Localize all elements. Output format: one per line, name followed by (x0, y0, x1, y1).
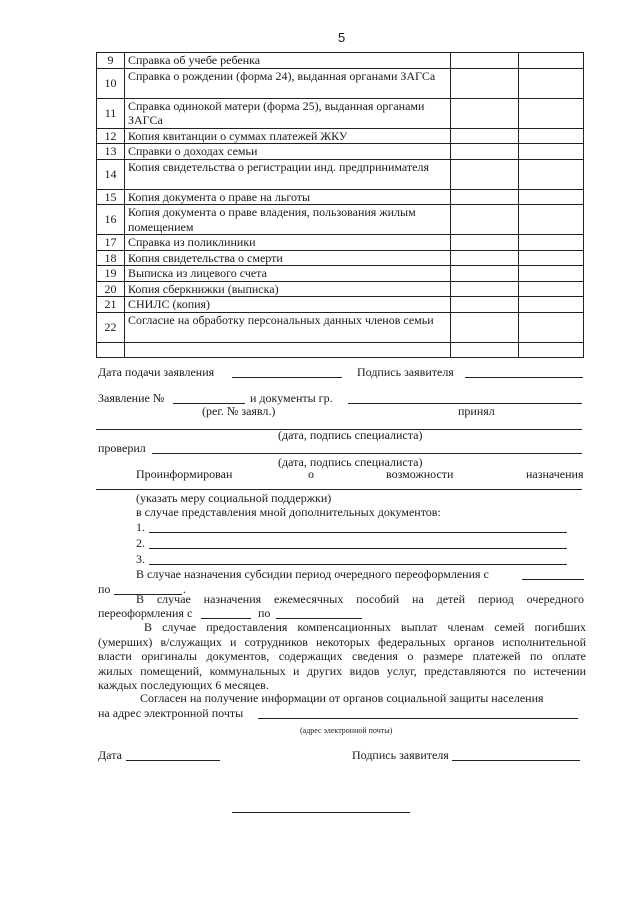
table-row (97, 297, 584, 313)
allowance-line-1: В случае назначения ежемесячных пособий на детей период очередного (136, 592, 584, 606)
check-cell-2[interactable] (519, 235, 584, 251)
check-cell-1[interactable] (451, 159, 519, 189)
document-name: Справка об учебе ребенка (125, 53, 451, 69)
additional-documents-text: в случае представления мной дополнительных документов: (136, 505, 441, 519)
bottom-date-label: Дата (98, 748, 122, 762)
check-cell-2[interactable] (519, 98, 584, 128)
compensation-paragraph (98, 620, 586, 693)
applicant-signature-label: Подпись заявителя (357, 365, 454, 379)
compensation-line-2: (умерших) в/служащих и сотрудников некоторых федеральных органов исполнительной (98, 634, 586, 649)
row-number: 12 (97, 128, 125, 144)
allowance-end-field[interactable] (276, 618, 362, 619)
check-cell-1[interactable] (451, 266, 519, 282)
additional-doc-field-3[interactable] (149, 564, 567, 565)
bottom-signature-field[interactable] (452, 760, 580, 761)
document-name: Справка одинокой матери (форма 25), выданная органами ЗАГСа (125, 98, 451, 128)
check-cell-1[interactable] (451, 205, 519, 235)
list-item-number-2: 2. (136, 536, 145, 550)
table-row (97, 312, 584, 342)
check-cell-2[interactable] (519, 53, 584, 69)
allowance-start-field[interactable] (201, 618, 251, 619)
compensation-line-1: В случае предоставления компенсационных выплат членам семей погибших (144, 620, 586, 634)
footer-separator (232, 812, 410, 813)
row-number: 11 (97, 98, 125, 128)
document-name (125, 342, 451, 357)
subsidy-po-label: по (98, 582, 111, 596)
check-cell-2[interactable] (519, 281, 584, 297)
table-row (97, 342, 584, 357)
check-cell-1[interactable] (451, 312, 519, 342)
check-cell-2[interactable] (519, 266, 584, 282)
allowance-from-label: переоформления с (98, 606, 193, 620)
row-number: 13 (97, 144, 125, 160)
check-cell-2[interactable] (519, 189, 584, 205)
document-name: Согласие на обработку персональных данных членов семьи (125, 312, 451, 342)
check-cell-2[interactable] (519, 159, 584, 189)
compensation-line-4: жилых помещений, коммунальных и других видов услуг, представляются по истечении (98, 663, 586, 678)
document-name: Копия сберкнижки (выписка) (125, 281, 451, 297)
document-name: Копия свидетельства о регистрации инд. предпринимателя (125, 159, 451, 189)
table-row (97, 159, 584, 189)
informed-word-2: о (308, 467, 314, 481)
email-field[interactable] (258, 718, 578, 719)
applicant-signature-field[interactable] (465, 377, 583, 378)
table-row (97, 205, 584, 235)
email-hint: (адрес электронной почты) (300, 726, 393, 735)
check-cell-1[interactable] (451, 250, 519, 266)
compensation-line-5: каждых последующих 6 месяцев. (98, 678, 269, 692)
table-row (97, 144, 584, 160)
application-date-label: Дата подачи заявления (98, 365, 215, 379)
specialist-date-signature-hint-1: (дата, подпись специалиста) (278, 428, 423, 442)
row-number: 16 (97, 205, 125, 235)
check-cell-2[interactable] (519, 342, 584, 357)
check-cell-1[interactable] (451, 189, 519, 205)
check-cell-2[interactable] (519, 297, 584, 313)
table-row (97, 235, 584, 251)
check-cell-1[interactable] (451, 53, 519, 69)
support-measure-hint: (указать меру социальной поддержки) (136, 491, 332, 505)
table-row (97, 98, 584, 128)
check-cell-1[interactable] (451, 297, 519, 313)
table-row (97, 250, 584, 266)
document-name: Справка из поликлиники (125, 235, 451, 251)
bottom-signature-label: Подпись заявителя (352, 748, 449, 762)
subsidy-period-end: . (183, 582, 186, 596)
consent-line-1: Согласен на получение информации от органов социальной защиты населения (140, 691, 544, 705)
row-number: 20 (97, 281, 125, 297)
check-cell-1[interactable] (451, 128, 519, 144)
check-cell-1[interactable] (451, 98, 519, 128)
list-item-number-1: 1. (136, 520, 145, 534)
specialist-date-signature-hint-2: (дата, подпись специалиста) (278, 455, 423, 469)
checked-label: проверил (98, 441, 146, 455)
check-cell-2[interactable] (519, 68, 584, 98)
application-number-label: Заявление № (98, 391, 165, 405)
check-cell-2[interactable] (519, 250, 584, 266)
informed-word-4: назначения (526, 467, 584, 481)
check-cell-1[interactable] (451, 144, 519, 160)
row-number: 22 (97, 312, 125, 342)
document-name: Копия квитанции о суммах платежей ЖКУ (125, 128, 451, 144)
check-cell-2[interactable] (519, 144, 584, 160)
row-number: 19 (97, 266, 125, 282)
additional-doc-field-1[interactable] (149, 532, 567, 533)
bottom-date-field[interactable] (126, 760, 220, 761)
row-number: 21 (97, 297, 125, 313)
table-row (97, 189, 584, 205)
informed-word-3: возможности (386, 467, 454, 481)
table-row (97, 266, 584, 282)
check-cell-2[interactable] (519, 128, 584, 144)
document-name: Выписка из лицевого счета (125, 266, 451, 282)
document-name: Копия документа о праве на льготы (125, 189, 451, 205)
check-cell-1[interactable] (451, 235, 519, 251)
row-number: 10 (97, 68, 125, 98)
check-cell-1[interactable] (451, 281, 519, 297)
documents-table (96, 52, 584, 358)
subsidy-reissue-text: В случае назначения субсидии период очередного переоформления с (136, 567, 489, 581)
row-number: 15 (97, 189, 125, 205)
additional-doc-field-2[interactable] (149, 548, 567, 549)
row-number: 14 (97, 159, 125, 189)
check-cell-1[interactable] (451, 342, 519, 357)
application-date-field[interactable] (232, 377, 342, 378)
row-number: 17 (97, 235, 125, 251)
document-name: Копия свидетельства о смерти (125, 250, 451, 266)
table-row (97, 53, 584, 69)
consent-line-2: на адрес электронной почты (98, 706, 244, 720)
document-name: Копия документа о праве владения, пользования жилым помещением (125, 205, 451, 235)
check-cell-2[interactable] (519, 312, 584, 342)
table-row (97, 68, 584, 98)
subsidy-start-field[interactable] (522, 579, 584, 580)
page-number: 5 (338, 30, 346, 45)
table-row (97, 128, 584, 144)
checked-by-field[interactable] (152, 453, 582, 454)
row-number (97, 342, 125, 357)
support-measure-field[interactable] (96, 489, 582, 490)
informed-word-1: Проинформирован (136, 467, 233, 481)
row-number: 18 (97, 250, 125, 266)
row-number: 9 (97, 53, 125, 69)
document-name: Справка о рождении (форма 24), выданная органами ЗАГСа (125, 68, 451, 98)
table-row (97, 281, 584, 297)
list-item-number-3: 3. (136, 552, 145, 566)
check-cell-2[interactable] (519, 205, 584, 235)
documents-of-citizen-label: и документы гр. (250, 391, 333, 405)
document-name: Справки о доходах семьи (125, 144, 451, 160)
document-name: СНИЛС (копия) (125, 297, 451, 313)
allowance-to-label: по (258, 606, 271, 620)
accepted-label: принял (458, 404, 495, 418)
compensation-line-3: власти оригиналы документов, содержащих сведения о размере платежей по оплате (98, 649, 586, 663)
registration-number-hint: (рег. № заявл.) (202, 404, 276, 418)
check-cell-1[interactable] (451, 68, 519, 98)
